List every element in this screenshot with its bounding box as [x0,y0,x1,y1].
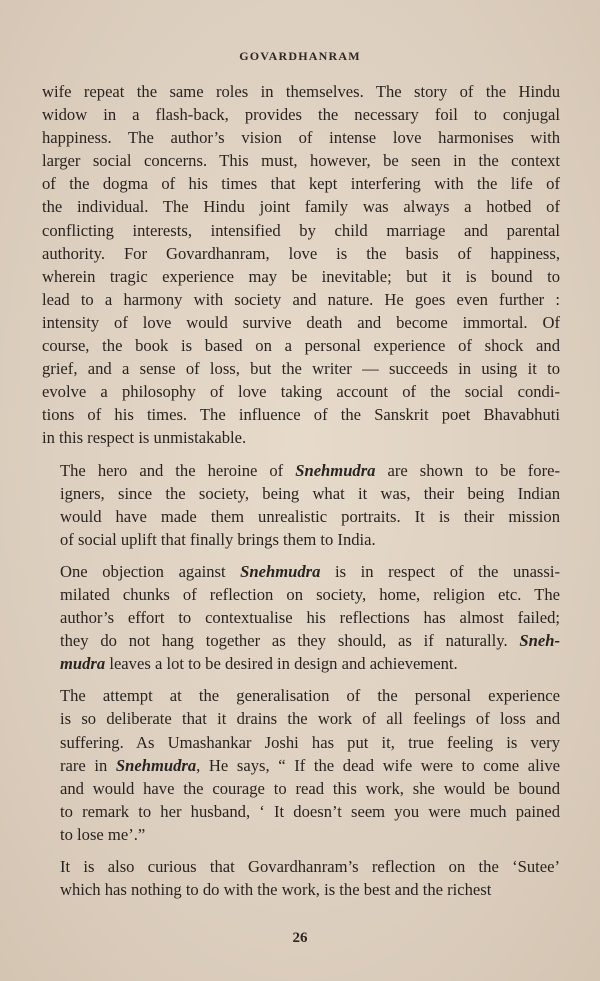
text-line: course, the book is based on a personal experience of shock and [42,336,560,356]
book-title-italic: Snehmudra [295,460,376,480]
text-line: larger social concerns. This must, however, be seen in the context [42,151,560,171]
text-line: in this respect is unmistakable. [42,428,247,448]
text-line: of the dogma of his times that kept interfering with the life of [42,174,560,194]
text-line: author’s effort to contextualise his reflections has almost failed; [60,608,560,628]
text-line: they do not hang together as they should, as if naturally. Sneh- [60,631,560,651]
text-line: suffering. As Umashankar Joshi has put it, true feeling is very [60,732,560,752]
paragraph [42,684,560,846]
text-line: of social uplift that finally brings them to India. [60,529,376,549]
book-title-italic: mudra [60,654,106,674]
book-title-italic: Snehmudra [240,561,321,581]
text-line: to remark to her husband, ‘ It doesn’t seem you were much pained [60,801,560,821]
text-line: igners, since the society, being what it was, their being Indian [60,483,560,503]
book-title-italic: Snehmudra [115,755,197,775]
text-line: evolve a philosophy of love taking account of the social condi- [42,382,560,402]
text-line: wherein tragic experience may be inevitable; but it is bound to [42,266,560,286]
paragraph [42,80,560,450]
text-line: authority. For Govardhanram, love is the basis of happiness, [42,243,560,263]
text-line: which has nothing to do with the work, is the best and the richest [60,880,492,900]
paragraph [42,855,560,901]
text-line: rare in Snehmudra, He says, “ If the dead wife were to come alive [60,755,560,775]
text-line: and would have the courage to read this work, she would be bound [60,778,560,798]
text-line: is so deliberate that it drains the work of all feelings of loss and [60,709,560,729]
text-line: The attempt at the generalisation of the personal experience [60,686,560,706]
text-line: mudra leaves a lot to be desired in design and achievement. [60,654,458,674]
text-line: lead to a harmony with society and nature. He goes even further : [42,289,560,309]
text-line: to lose me’.” [60,824,146,844]
text-line: grief, and a sense of loss, but the writer — succeeds in using it to [42,359,560,379]
text-line: milated chunks of reflection on society, home, religion etc. The [60,584,560,604]
text-line: tions of his times. The influence of the Sanskrit poet Bhavabhuti [42,405,560,425]
paragraph [42,459,560,551]
paragraph [42,560,560,675]
body-text [42,80,560,901]
text-line: One objection against Snehmudra is in respect of the unassi- [60,561,560,581]
running-head: GOVARDHANRAM [239,49,361,63]
page-number: 26 [292,930,308,946]
text-line: would have made them unrealistic portraits. It is their mission [60,506,560,526]
text-line: the individual. The Hindu joint family was always a hotbed of [42,197,560,217]
text-line: widow in a flash-back, provides the necessary foil to conjugal [42,105,560,125]
text-line: The hero and the heroine of Snehmudra are shown to be fore- [60,460,560,480]
text-line: intensity of love would survive death and become immortal. Of [42,312,560,332]
text-line: wife repeat the same roles in themselves. The story of the Hindu [42,82,560,101]
text-line: happiness. The author’s vision of intense love harmonises with [42,128,560,148]
text-line: conflicting interests, intensified by child marriage and parental [42,220,560,240]
text-line: It is also curious that Govardhanram’s reflection on the ‘Sutee’ [60,857,560,876]
book-title-italic: Sneh- [519,631,560,651]
